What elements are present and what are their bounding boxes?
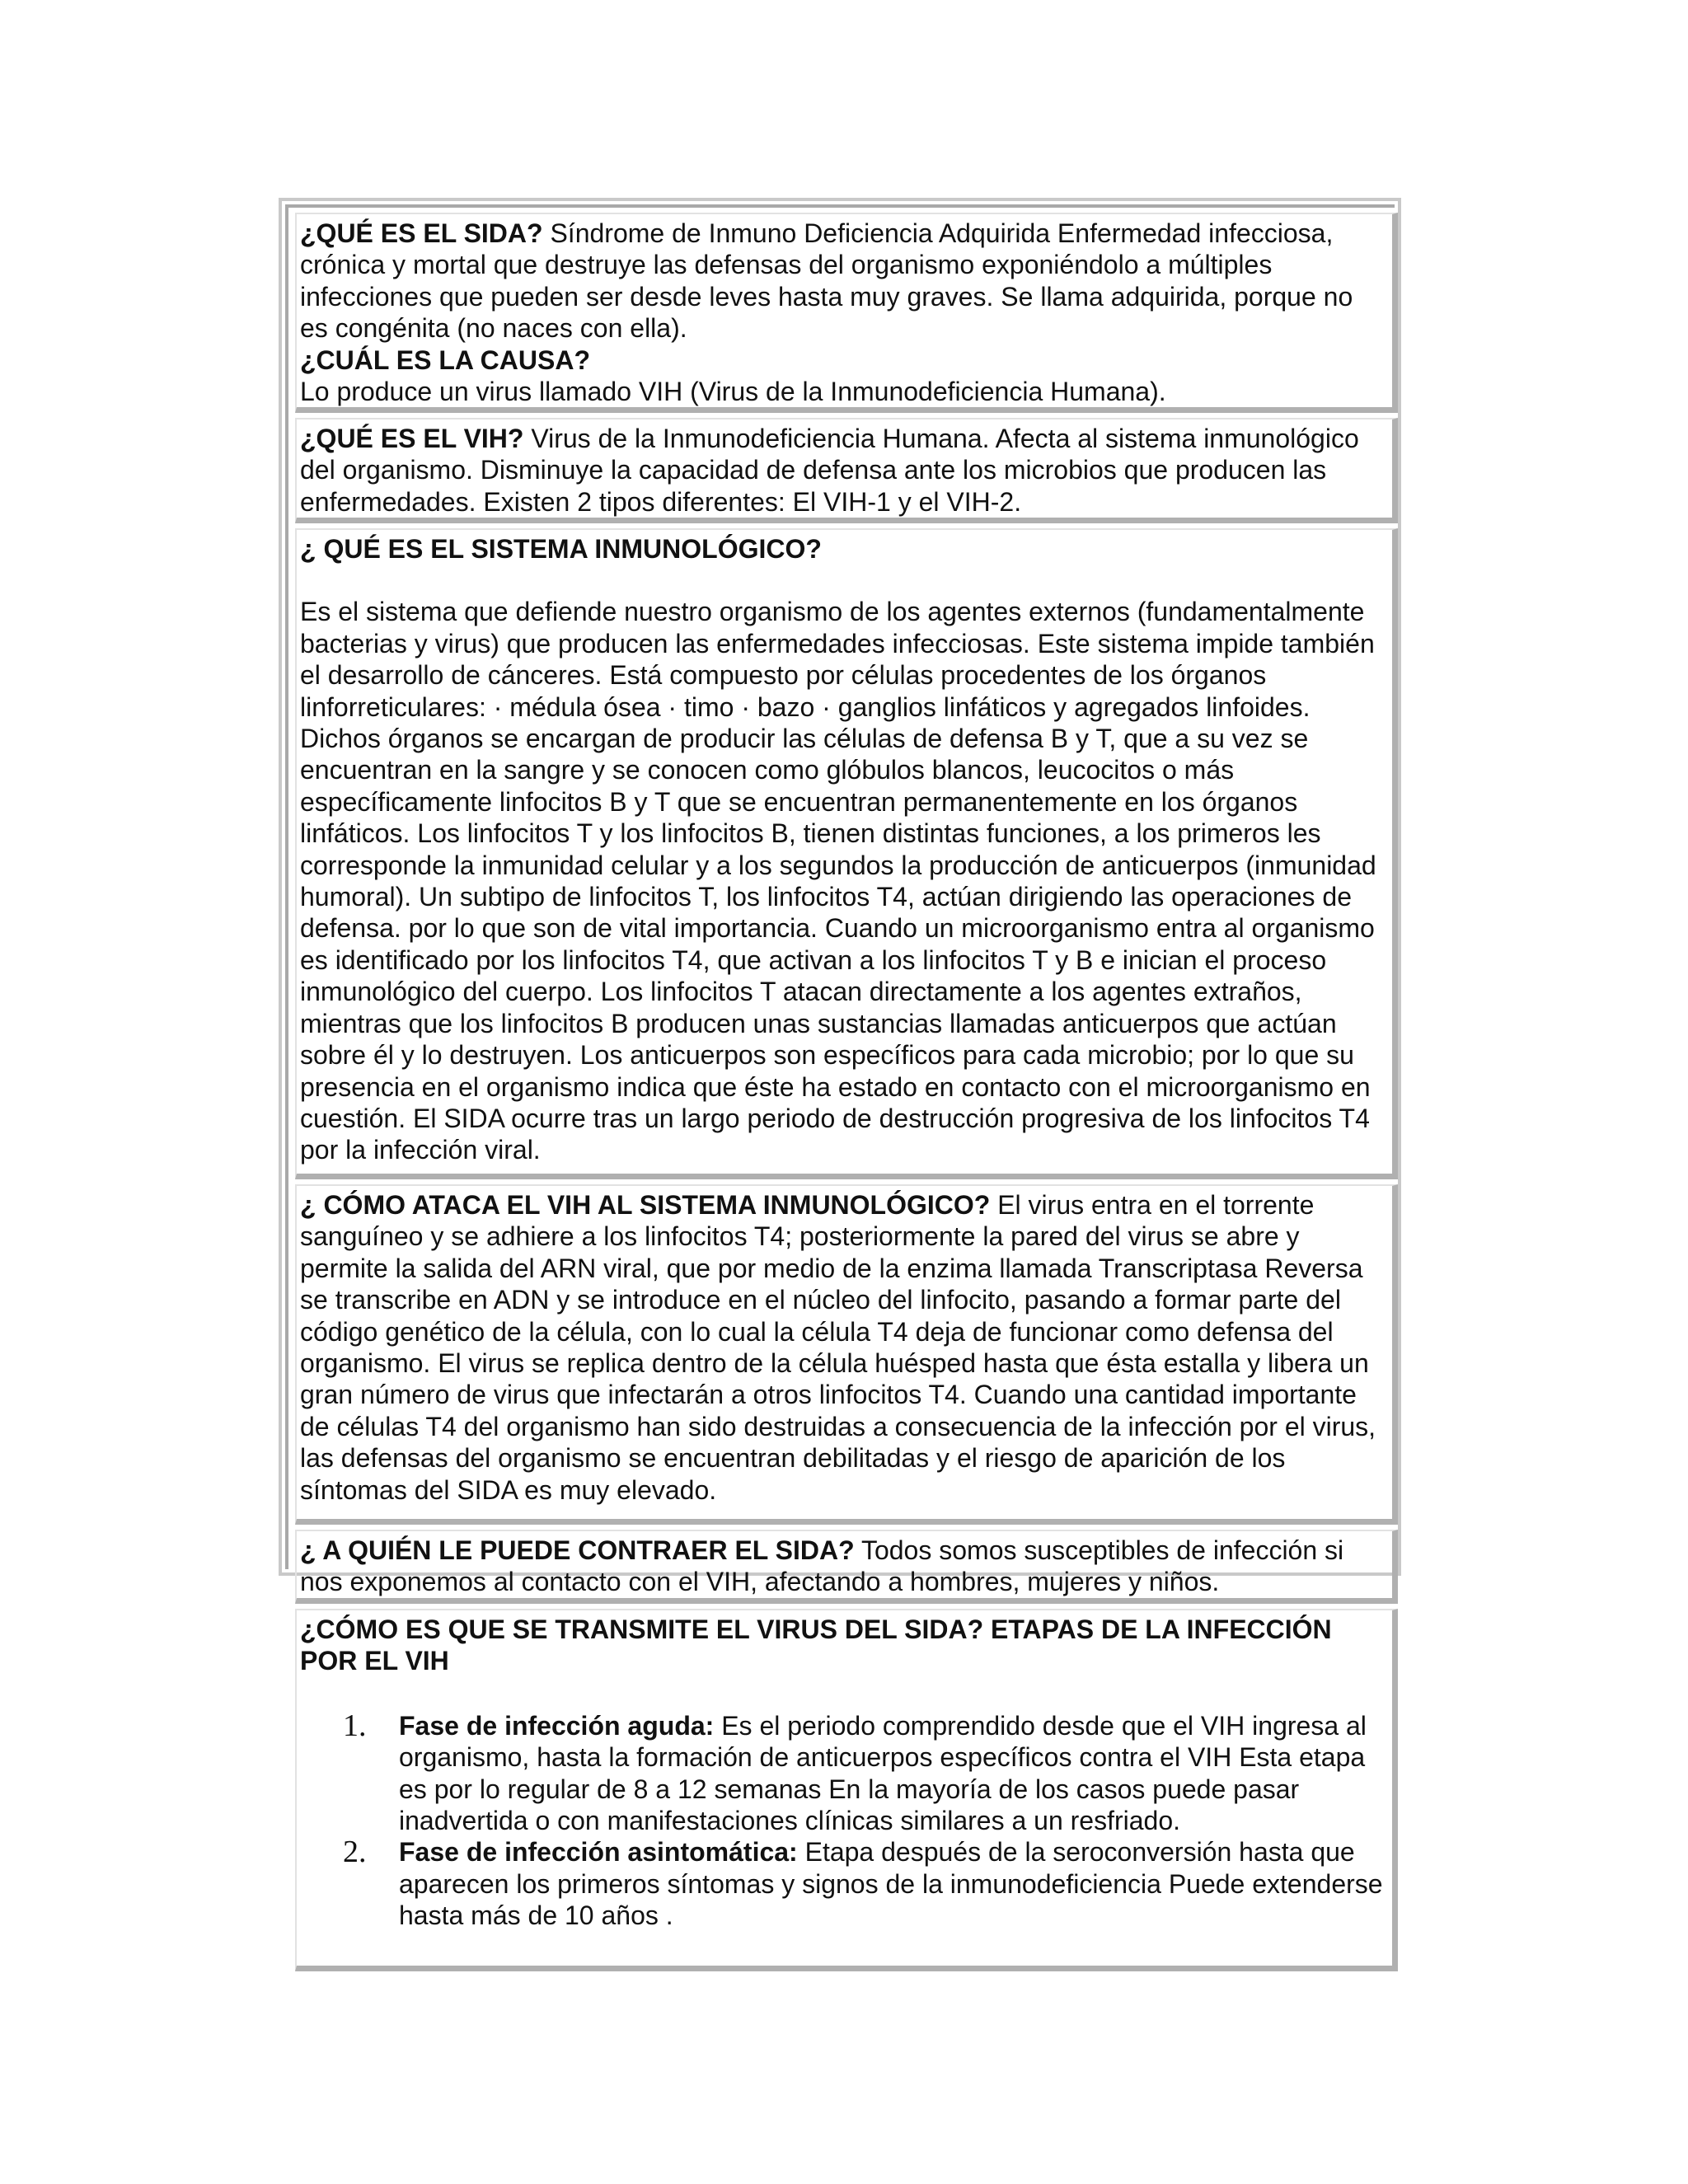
- list-item-title: Fase de infección asintomática:: [399, 1837, 798, 1868]
- section-text: El virus entra en el torrente sanguíneo y se adhiere a los linfocitos T4; posteriormente la pared del virus se abre y permite la salida del ARN viral, que por medio de la enzima llamada Transcriptasa Reversa se transcribe en ADN y se introduce en el núcleo del linfocito, pasando a formar parte del código genético de la célula, con lo cual la célula T4 deja de funcionar como defensa del organismo. El virus se replica dentro de la célula huésped hasta que ésta estalla y libera un gran número de virus que infectarán a otros linfocitos T4. Cuando una cantidad importante de células T4 del organismo han sido destruidas a consecuencia de la infección por el virus, las defensas del organismo se encuentran debilitadas y el riesgo de aparición de los síntomas del SIDA es muy elevado.: [300, 1190, 1376, 1505]
- list-item-text: Etapa después de la seroconversión hasta que aparecen los primeros síntomas y signos de la inmunodeficiencia Puede extenderse hasta más de 10 años .: [399, 1837, 1383, 1931]
- section-que-es-el-sida: [295, 213, 1398, 413]
- section-text: Todos somos susceptibles de infección si nos exponemos al contacto con el VIH, afectando a hombres, mujeres y niños.: [300, 1535, 1344, 1597]
- content-table: [279, 198, 1401, 1931]
- list-number: 2.: [343, 1835, 367, 1870]
- spacer: [300, 565, 1386, 596]
- section-text: Es el sistema que defiende nuestro organismo de los agentes externos (fundamentalmente bacterias y virus) que producen las enfermedades infecciosas. Este sistema impide también el desarrollo de cánceres. Está compuesto por células procedentes de los órganos linforreticulares: · médula ósea · timo · bazo · ganglios linfáticos y agregados linfoides. Dichos órganos se encargan de producir las células de defensa B y T, que a su vez se encuentran en la sangre y se conocen como glóbulos blancos, leucocitos o más específicamente linfocitos B y T que se encuentran permanentemente en los órganos linfáticos. Los linfocitos T y los linfocitos B, tienen distintas funciones, a los primeros les corresponde la inmunidad celular y a los segundos la producción de anticuerpos (inmunidad humoral). Un subtipo de linfocitos T, los linfocitos T4, actúan dirigiendo las operaciones de defensa. por lo que son de vital importancia. Cuando un microorganismo entra al organismo es identificado por los linfocitos T4, que activan a los linfocitos T y B e inician el proceso inmunológico del cuerpo. Los linfocitos T atacan directamente a los agentes extraños, mientras que los linfocitos B producen unas sustancias llamadas anticuerpos que actúan sobre él y lo destruyen. Los anticuerpos son específicos para cada microbio; por lo que su presencia en el organismo indica que éste ha estado en contacto con el microorganismo en cuestión. El SIDA ocurre tras un largo periodo de destrucción progresiva de los linfocitos T4 por la infección viral.: [300, 597, 1376, 1165]
- section-subheading: ¿CUÁL ES LA CAUSA?: [300, 344, 590, 375]
- section-como-se-transmite: [295, 1609, 1398, 1971]
- section-a-quien-le-puede: [295, 1530, 1398, 1604]
- section-paragraph: [300, 423, 1386, 518]
- section-heading: ¿ QUÉ ES EL SISTEMA INMUNOLÓGICO?: [300, 534, 822, 564]
- list-item: [343, 1835, 1386, 1931]
- phases-list: [300, 1710, 1386, 1932]
- section-subtext: Lo produce un virus llamado VIH (Virus de la Inmunodeficiencia Humana).: [300, 377, 1166, 407]
- section-paragraph: [300, 218, 1386, 344]
- section-que-es-el-vih: [295, 418, 1398, 523]
- list-item-title: Fase de infección aguda:: [399, 1710, 715, 1741]
- section-sistema-inmunologico: [295, 528, 1398, 1179]
- section-text: Virus de la Inmunodeficiencia Humana. Afecta al sistema inmunológico del organismo. Disminuye la capacidad de defensa ante los microbios que producen las enfermedades. Existen 2 tipos diferentes: El VIH-1 y el VIH-2.: [300, 424, 1359, 517]
- section-heading: ¿QUÉ ES EL VIH?: [300, 424, 524, 453]
- content-table-inner: [285, 204, 1395, 1931]
- section-como-ataca-el-vih: [295, 1184, 1398, 1525]
- section-heading: ¿CÓMO ES QUE SE TRANSMITE EL VIRUS DEL SIDA? ETAPAS DE LA INFECCIÓN POR EL VIH: [300, 1615, 1332, 1676]
- section-heading: ¿ A QUIÉN LE PUEDE CONTRAER EL SIDA?: [300, 1535, 855, 1565]
- section-paragraph: [300, 1535, 1386, 1598]
- section-heading: ¿ CÓMO ATACA EL VIH AL SISTEMA INMUNOLÓGICO?: [300, 1190, 991, 1220]
- list-item: [343, 1708, 1386, 1837]
- section-text: Síndrome de Inmuno Deficiencia Adquirida Enfermedad infecciosa, crónica y mortal que destruye las defensas del organismo exponiéndolo a múltiples infecciones que pueden ser desde leves hasta muy graves. Se llama adquirida, porque no es congénita (no naces con ella).: [300, 218, 1353, 344]
- section-paragraph: [300, 1189, 1386, 1506]
- section-heading: ¿QUÉ ES EL SIDA?: [300, 218, 543, 248]
- list-number: 1.: [343, 1708, 367, 1743]
- list-item-text: Es el periodo comprendido desde que el VIH ingresa al organismo, hasta la formación de anticuerpos específicos contra el VIH Esta etapa es por lo regular de 8 a 12 semanas En la mayoría de los casos puede pasar inadvertida o con manifestaciones clínicas similares a un resfriado.: [399, 1710, 1367, 1836]
